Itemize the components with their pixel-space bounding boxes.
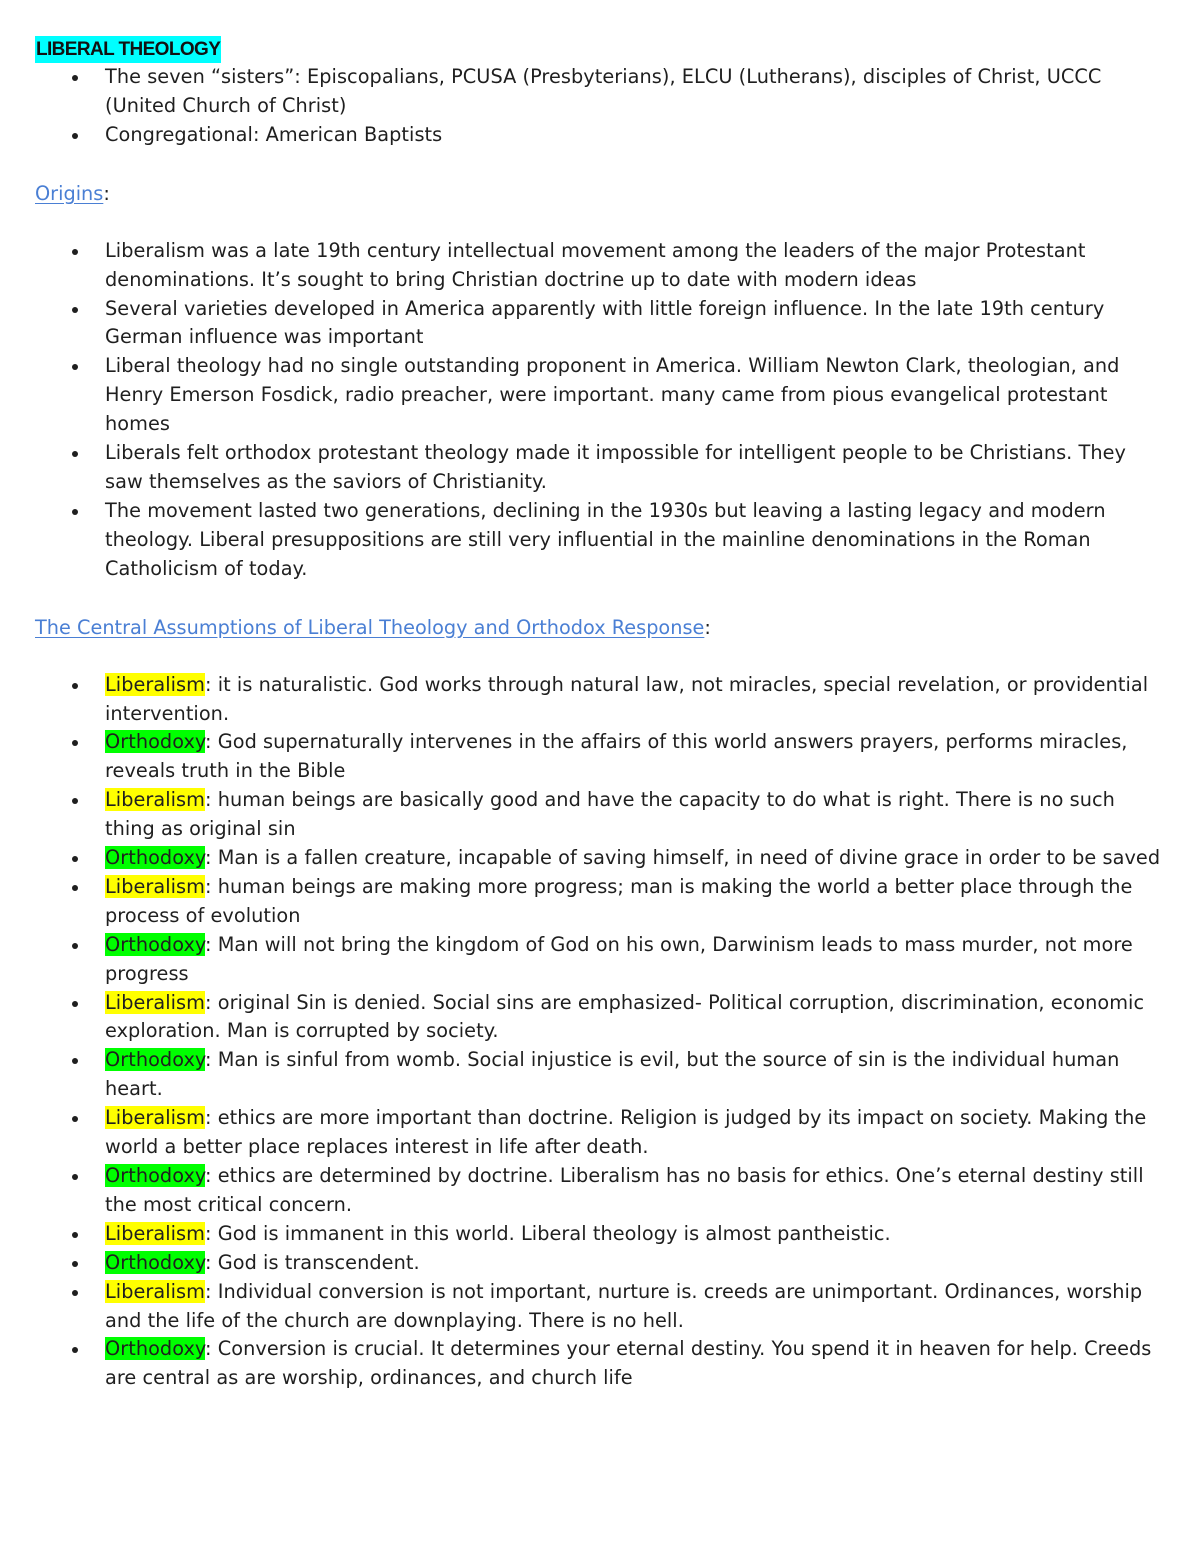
spacer [35, 150, 1165, 179]
intro-item-sisters: The seven “sisters”: Episcopalians, PCUSA (Presbyterians), ELCU (Lutherans), disciples of Christ, UCCC (United Church of Christ) [35, 63, 1165, 121]
orthodoxy-item [35, 1162, 1165, 1220]
item-text: : Man is a fallen creature, incapable of saving himself, in need of divine grace in order to be saved [205, 846, 1161, 870]
liberalism-item [35, 671, 1165, 729]
orthodoxy-item [35, 728, 1165, 786]
item-text: : God is immanent in this world. Liberal theology is almost pantheistic. [205, 1221, 891, 1245]
liberalism-item [35, 1104, 1165, 1162]
item-text: : human beings are making more progress; man is making the world a better place through the process of evolution [105, 874, 1133, 927]
item-text: : ethics are more important than doctrine. Religion is judged by its impact on society. Making the world a better place replaces interest in life after death. [105, 1106, 1147, 1159]
item-text: : original Sin is denied. Social sins are emphasized- Political corruption, discrimination, economic exploration. Man is corrupted by society. [105, 990, 1145, 1043]
item-text: : it is naturalistic. God works through natural law, not miracles, special revelation, or providential intervention. [105, 672, 1149, 725]
orthodoxy-item [35, 1046, 1165, 1104]
document-title: LIBERAL THEOLOGY [35, 36, 221, 63]
orthodoxy-label: Orthodoxy [105, 932, 205, 956]
origins-item: Several varieties developed in America apparently with little foreign influence. In the late 19th century German influence was important [35, 295, 1165, 353]
item-text: : God supernaturally intervenes in the affairs of this world answers prayers, performs miracles, reveals truth in the Bible [105, 730, 1128, 783]
orthodoxy-label: Orthodoxy [105, 1048, 205, 1072]
liberalism-item [35, 1278, 1165, 1336]
liberalism-label: Liberalism [105, 990, 205, 1014]
assumptions-list [35, 671, 1165, 1394]
assumptions-link[interactable]: The Central Assumptions of Liberal Theology and Orthodox Response [35, 615, 705, 639]
origins-heading-suffix: : [103, 181, 110, 205]
origins-item: Liberals felt orthodox protestant theology made it impossible for intelligent people to be Christians. They saw themselves as the saviors of Christianity. [35, 439, 1165, 497]
orthodoxy-label: Orthodoxy [105, 1337, 205, 1361]
document-page [35, 36, 1165, 1393]
spacer [35, 642, 1165, 671]
liberalism-label: Liberalism [105, 1221, 205, 1245]
origins-link[interactable]: Origins [35, 181, 104, 205]
orthodoxy-label: Orthodoxy [105, 846, 205, 870]
origins-item: Liberal theology had no single outstanding proponent in America. William Newton Clark, theologian, and Henry Emerson Fosdick, radio preacher, were important. many came from pious evangelical protestant homes [35, 352, 1165, 439]
liberalism-label: Liberalism [105, 1106, 205, 1130]
item-text: : Individual conversion is not important, nurture is. creeds are unimportant. Ordinances, worship and the life of the church are downplaying. There is no hell. [105, 1279, 1143, 1332]
item-text: : Man will not bring the kingdom of God on his own, Darwinism leads to mass murder, not more progress [105, 932, 1133, 985]
assumptions-heading-suffix: : [704, 615, 711, 639]
spacer [35, 584, 1165, 613]
item-text: : God is transcendent. [205, 1250, 420, 1274]
assumptions-heading [35, 613, 1165, 642]
orthodoxy-label: Orthodoxy [105, 1164, 205, 1187]
origins-item: Liberalism was a late 19th century intellectual movement among the leaders of the major Protestant denominations. It’s sought to bring Christian doctrine up to date with modern ideas [35, 237, 1165, 295]
item-text: : Conversion is crucial. It determines your eternal destiny. You spend it in heaven for help. Creeds are central as are worship, ordinances, and church life [105, 1337, 1152, 1390]
liberalism-item [35, 873, 1165, 931]
spacer [35, 208, 1165, 237]
liberalism-label: Liberalism [105, 672, 205, 696]
origins-item: The movement lasted two generations, declining in the 1930s but leaving a lasting legacy and modern theology. Liberal presuppositions are still very influential in the mainline denominations in the Roman Catholicism of today. [35, 497, 1165, 584]
liberalism-item [35, 786, 1165, 844]
liberalism-label: Liberalism [105, 1279, 205, 1303]
origins-list [35, 237, 1165, 584]
origins-heading [35, 179, 1165, 208]
liberalism-item [35, 1220, 1165, 1249]
orthodoxy-item [35, 844, 1165, 873]
orthodoxy-item [35, 931, 1165, 989]
orthodoxy-label: Orthodoxy [105, 1250, 205, 1274]
orthodoxy-label: Orthodoxy [105, 730, 205, 754]
orthodoxy-item [35, 1335, 1165, 1393]
liberalism-item [35, 989, 1165, 1047]
item-text: : human beings are basically good and have the capacity to do what is right. There is no such thing as original sin [105, 788, 1115, 841]
intro-list [35, 63, 1165, 150]
intro-item-congregational: Congregational: American Baptists [35, 121, 1165, 150]
item-text: : Man is sinful from womb. Social injustice is evil, but the source of sin is the individual human heart. [105, 1048, 1120, 1101]
liberalism-label: Liberalism [105, 874, 205, 898]
liberalism-label: Liberalism [105, 788, 205, 812]
orthodoxy-item [35, 1249, 1165, 1278]
item-text: : ethics are determined by doctrine. Liberalism has no basis for ethics. One’s eternal destiny still the most critical concern. [105, 1164, 1144, 1216]
